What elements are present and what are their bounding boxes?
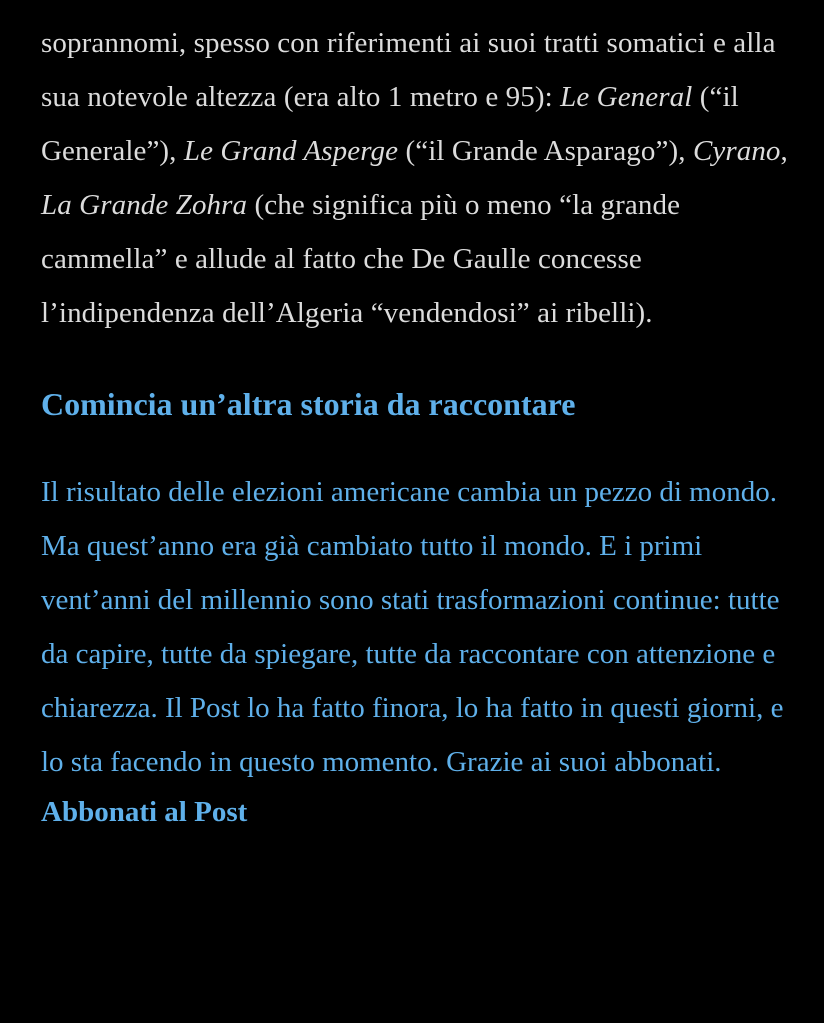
subscription-promo — [41, 384, 801, 832]
promo-heading: Comincia un’altra storia da raccontare — [41, 386, 576, 422]
paragraph-text: (che significa più o meno “la grande cammella” e allude al fatto che De Gaulle concesse l’indipendenza dell’Algeria “vendendosi” ai ribelli). — [41, 189, 681, 329]
paragraph-text: (“il Grande Asparago”), — [398, 135, 693, 167]
nickname-le-grand-asperge: Le Grand Asperge — [183, 135, 399, 167]
article-content — [41, 16, 801, 832]
subscribe-link[interactable]: Abbonati al Post — [41, 796, 248, 828]
paragraph-text: soprannomi, spesso con riferimenti ai suoi tratti somatici e alla sua notevole altezza (era alto 1 metro e 95): — [41, 27, 776, 113]
article-paragraph — [41, 16, 801, 340]
paragraph-text: , — [780, 135, 788, 167]
paragraph-text: (“il Generale”), — [41, 81, 739, 167]
nickname-cyrano: Cyrano — [692, 135, 781, 167]
nickname-le-general: Le General — [560, 81, 693, 113]
promo-text: Il risultato delle elezioni americane cambia un pezzo di mondo. Ma quest’anno era già cambiato tutto il mondo. E i primi vent’anni del millennio sono stati trasformazioni continue: tutte da capire, tutte da spiegare, tutte da raccontare con attenzione e chiarezza. Il Post lo ha fatto finora, lo ha fatto in questi giorni, e lo sta facendo in questo momento. Grazie ai suoi abbonati. — [41, 476, 784, 778]
nickname-la-grande-zohra: La Grande Zohra — [41, 189, 248, 221]
